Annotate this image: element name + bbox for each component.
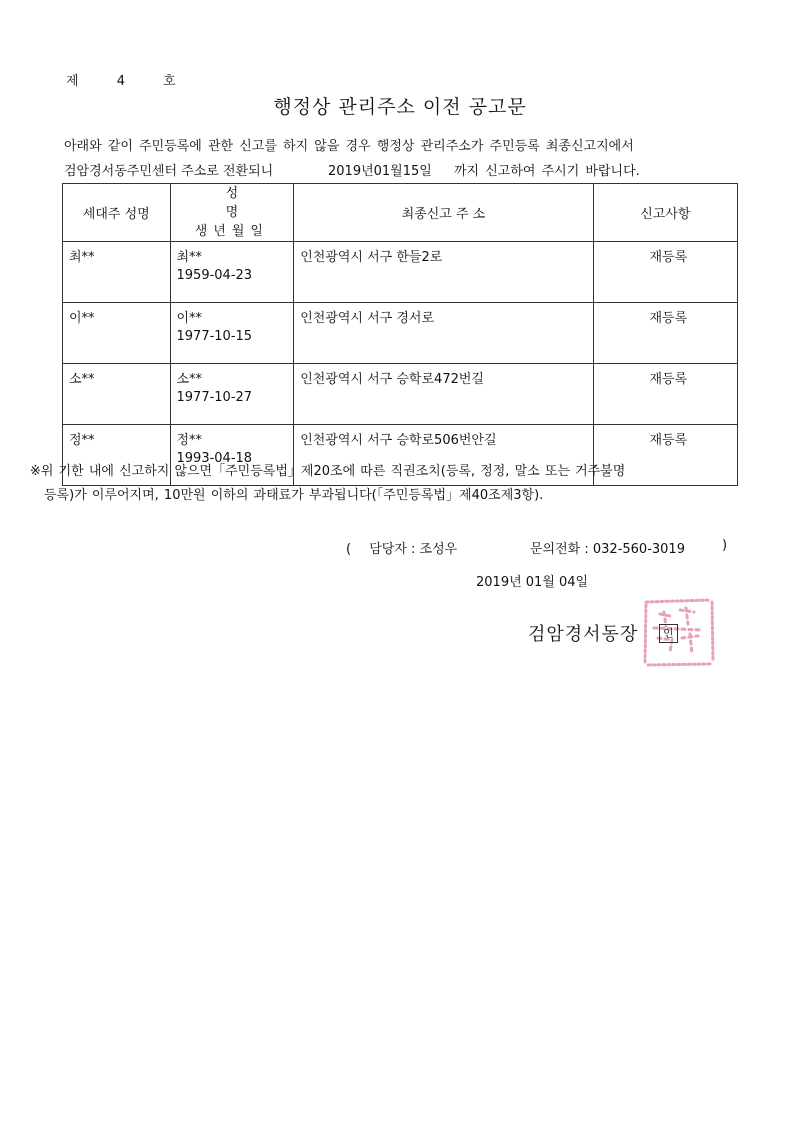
name-birth-cell xyxy=(170,242,294,303)
header-report: 신고사항 xyxy=(593,184,737,242)
birth-date-text: 1959-04-23 xyxy=(176,268,253,283)
intro-line-2-start: 검암경서동주민센터 주소로 전환되니 xyxy=(64,164,274,179)
header-address: 최종신고 주 소 xyxy=(294,184,593,242)
address-cell: 인천광역시 서구 승학로472번길 xyxy=(294,364,593,425)
manager-name: 담당자 : 조성우 xyxy=(369,542,458,557)
birth-date-text: 1993-04-18 xyxy=(176,451,253,466)
stamp-stroke xyxy=(712,602,713,660)
table-header-row xyxy=(63,184,738,242)
report-cell: 재등록 xyxy=(593,242,737,303)
contact-phone: 문의전화 : 032-560-3019 xyxy=(530,542,685,557)
document-number-value: 4 xyxy=(116,74,125,89)
table-row xyxy=(63,364,738,425)
issue-date: 2019년 01월 04일 xyxy=(476,575,589,590)
stamp-stroke xyxy=(680,608,694,624)
contact-open-paren: ( xyxy=(346,542,352,557)
document-title: 행정상 관리주소 이전 공고문 xyxy=(273,96,527,118)
stamp-stroke xyxy=(648,664,710,665)
report-cell: 재등록 xyxy=(593,425,737,486)
name-text: 이** xyxy=(176,311,203,326)
deadline-date: 2019년01월15일 xyxy=(328,164,432,179)
name-birth-cell xyxy=(170,364,294,425)
householder-cell: 이** xyxy=(63,303,171,364)
seal-mark: 인 xyxy=(659,624,678,643)
address-cell: 인천광역시 서구 한들2로 xyxy=(294,242,593,303)
stamp-stroke xyxy=(645,604,646,662)
householder-cell: 정** xyxy=(63,425,171,486)
intro-line-1: 아래와 같이 주민등록에 관한 신고를 하지 않을 경우 행정상 관리주소가 주민등록 최종신고지에서 xyxy=(64,139,634,154)
householder-cell: 소** xyxy=(63,364,171,425)
name-text: 소** xyxy=(176,372,203,387)
report-cell: 재등록 xyxy=(593,364,737,425)
table-row xyxy=(63,303,738,364)
legal-notice-line-2: 등록)가 이루어지며, 10만원 이하의 과태료가 부과됩니다(「주민등록법」제40조제3항). xyxy=(44,488,544,503)
contact-info xyxy=(346,538,728,557)
address-cell: 인천광역시 서구 승학로506번안길 xyxy=(294,425,593,486)
report-cell: 재등록 xyxy=(593,303,737,364)
table-row xyxy=(63,242,738,303)
householder-cell: 최** xyxy=(63,242,171,303)
name-text: 정** xyxy=(176,433,203,448)
birth-date-text: 1977-10-27 xyxy=(176,390,253,405)
legal-notice-line-1: ※위 기한 내에 신고하지 않으면「주민등록법」제20조에 따른 직권조치(등록, 정정, 말소 또는 거주불명 xyxy=(30,464,626,479)
birth-date-text: 1977-10-15 xyxy=(176,329,253,344)
header-householder: 세대주 성명 xyxy=(63,184,171,242)
header-name: 성 명 xyxy=(225,186,269,220)
intro-line-2 xyxy=(64,160,640,179)
header-birth: 생년월일 xyxy=(194,224,269,239)
document-number-prefix: 제 xyxy=(66,74,79,89)
residents-table xyxy=(62,183,738,486)
stamp-stroke xyxy=(646,600,710,602)
intro-line-2-end: 까지 신고하여 주시기 바랍니다. xyxy=(454,164,640,179)
contact-close-paren: ) xyxy=(722,538,728,553)
official-seal-stamp xyxy=(640,594,718,670)
address-cell: 인천광역시 서구 경서로 xyxy=(294,303,593,364)
issuer-name: 검암경서동장 xyxy=(528,624,639,645)
document-number xyxy=(66,70,176,89)
name-text: 최** xyxy=(176,250,203,265)
document-number-suffix: 호 xyxy=(163,74,176,89)
stamp-stroke xyxy=(682,634,698,654)
header-name-birth xyxy=(170,184,294,242)
name-birth-cell xyxy=(170,303,294,364)
